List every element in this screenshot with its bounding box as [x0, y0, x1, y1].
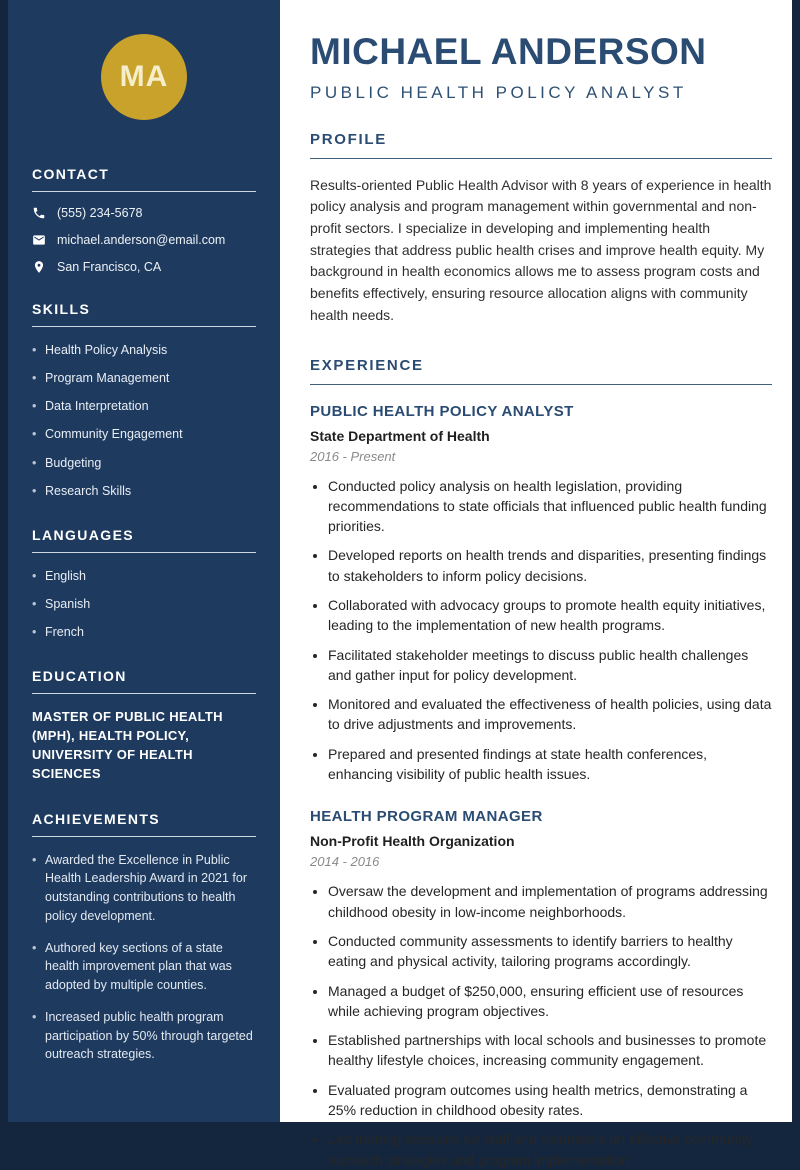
resume-page	[8, 0, 792, 1168]
job-bullet: • Collaborated with advocacy groups to promote health equity initiatives, leading to the implementation of new health programs.	[328, 595, 772, 636]
job-bullet: • Developed reports on health trends and disparities, presenting findings to stakeholders to inform policy decisions.	[328, 545, 772, 586]
profile-section	[310, 131, 772, 327]
contact-location-text: San Francisco, CA	[57, 260, 162, 274]
job-company: State Department of Health	[310, 427, 490, 444]
job-bullet: • Prepared and presented findings at state health conferences, enhancing visibility of public health issues.	[328, 744, 772, 785]
job-bullet: • Facilitated stakeholder meetings to discuss public health challenges and gather input for policy development.	[328, 645, 772, 686]
job-bullets	[310, 881, 772, 1170]
profile-text: Results-oriented Public Health Advisor with 8 years of experience in health policy analysis and program management within governmental and non-profit sectors. I specialize in developing and implementing health strategies that address public health crises and improve health equity. My background in health economics allows me to assess program costs and benefits effectively, ensuring resource allocation aligns with community health needs.	[310, 176, 772, 323]
job-role: HEALTH PROGRAM MANAGER	[310, 808, 543, 826]
job-company: Non-Profit Health Organization	[310, 833, 515, 850]
contact-heading: CONTACT	[32, 166, 256, 192]
achievement-item: • Increased public health program participation by 50% through targeted outreach strategies.	[32, 1008, 256, 1064]
job-bullet: • Managed a budget of $250,000, ensuring efficient use of resources while achieving program objectives.	[328, 981, 772, 1022]
job-bullet: • Monitored and evaluated the effectiveness of health policies, using data to drive adjustments and improvements.	[328, 694, 772, 735]
language-item: • English	[32, 567, 256, 585]
job-bullet: • Conducted community assessments to identify barriers to healthy eating and physical activity, tailoring programs accordingly.	[328, 931, 772, 972]
candidate-name: MICHAEL ANDERSON	[310, 31, 707, 72]
achievements-heading: ACHIEVEMENTS	[32, 811, 256, 837]
location-icon	[32, 260, 46, 274]
job-bullet: • Conducted policy analysis on health legislation, providing recommendations to state officials that influenced public health funding priorities.	[328, 476, 772, 537]
achievements-section	[32, 811, 256, 1065]
contact-email-text: michael.anderson@email.com	[57, 233, 226, 247]
education-section	[32, 668, 256, 783]
job-bullets	[310, 476, 772, 785]
language-item: • French	[32, 623, 256, 641]
skill-item: • Program Management	[32, 369, 256, 387]
contact-phone-text: (555) 234-5678	[57, 206, 143, 220]
job-entry	[310, 403, 772, 785]
job-bullet: • Led training sessions for staff and volunteers on effective community outreach strategies and program implementation.	[328, 1129, 772, 1170]
job-dates: 2016 - Present	[310, 448, 396, 464]
language-item: • Spanish	[32, 595, 256, 613]
job-role: PUBLIC HEALTH POLICY ANALYST	[310, 402, 574, 420]
job-dates: 2014 - 2016	[310, 854, 380, 870]
contact-section	[32, 166, 256, 274]
contact-email	[32, 233, 256, 247]
skill-item: • Health Policy Analysis	[32, 341, 256, 359]
skill-item: • Budgeting	[32, 454, 256, 472]
achievement-item: • Awarded the Excellence in Public Health Leadership Award in 2021 for outstanding contributions to health policy development.	[32, 851, 256, 926]
sidebar	[8, 0, 280, 1122]
languages-section	[32, 527, 256, 641]
job-bullet: • Oversaw the development and implementation of programs addressing childhood obesity in low-income neighborhoods.	[328, 881, 772, 922]
avatar-initials: MA	[119, 60, 169, 93]
profile-heading: PROFILE	[310, 131, 772, 159]
experience-section	[310, 357, 772, 1170]
avatar	[101, 34, 187, 120]
education-heading: EDUCATION	[32, 668, 256, 694]
contact-location	[32, 260, 256, 274]
job-entry	[310, 808, 772, 1170]
languages-list	[32, 567, 256, 641]
achievement-item: • Authored key sections of a state health improvement plan that was adopted by multiple counties.	[32, 939, 256, 995]
skills-heading: SKILLS	[32, 301, 256, 327]
education-degree: MASTER OF PUBLIC HEALTH (MPH), HEALTH POLICY, UNIVERSITY OF HEALTH SCIENCES	[32, 709, 223, 781]
contact-phone	[32, 206, 256, 220]
experience-heading: EXPERIENCE	[310, 357, 772, 385]
skill-item: • Research Skills	[32, 482, 256, 500]
skill-item: • Community Engagement	[32, 425, 256, 443]
main-content	[280, 0, 792, 1168]
job-bullet: • Evaluated program outcomes using health metrics, demonstrating a 25% reduction in childhood obesity rates.	[328, 1080, 772, 1121]
skill-item: • Data Interpretation	[32, 397, 256, 415]
skills-section	[32, 301, 256, 500]
achievements-list	[32, 851, 256, 1065]
skills-list	[32, 341, 256, 500]
job-bullet: • Established partnerships with local schools and businesses to promote healthy lifestyle choices, increasing community engagement.	[328, 1030, 772, 1071]
candidate-headline: PUBLIC HEALTH POLICY ANALYST	[310, 82, 687, 102]
languages-heading: LANGUAGES	[32, 527, 256, 553]
email-icon	[32, 233, 46, 247]
phone-icon	[32, 206, 46, 220]
